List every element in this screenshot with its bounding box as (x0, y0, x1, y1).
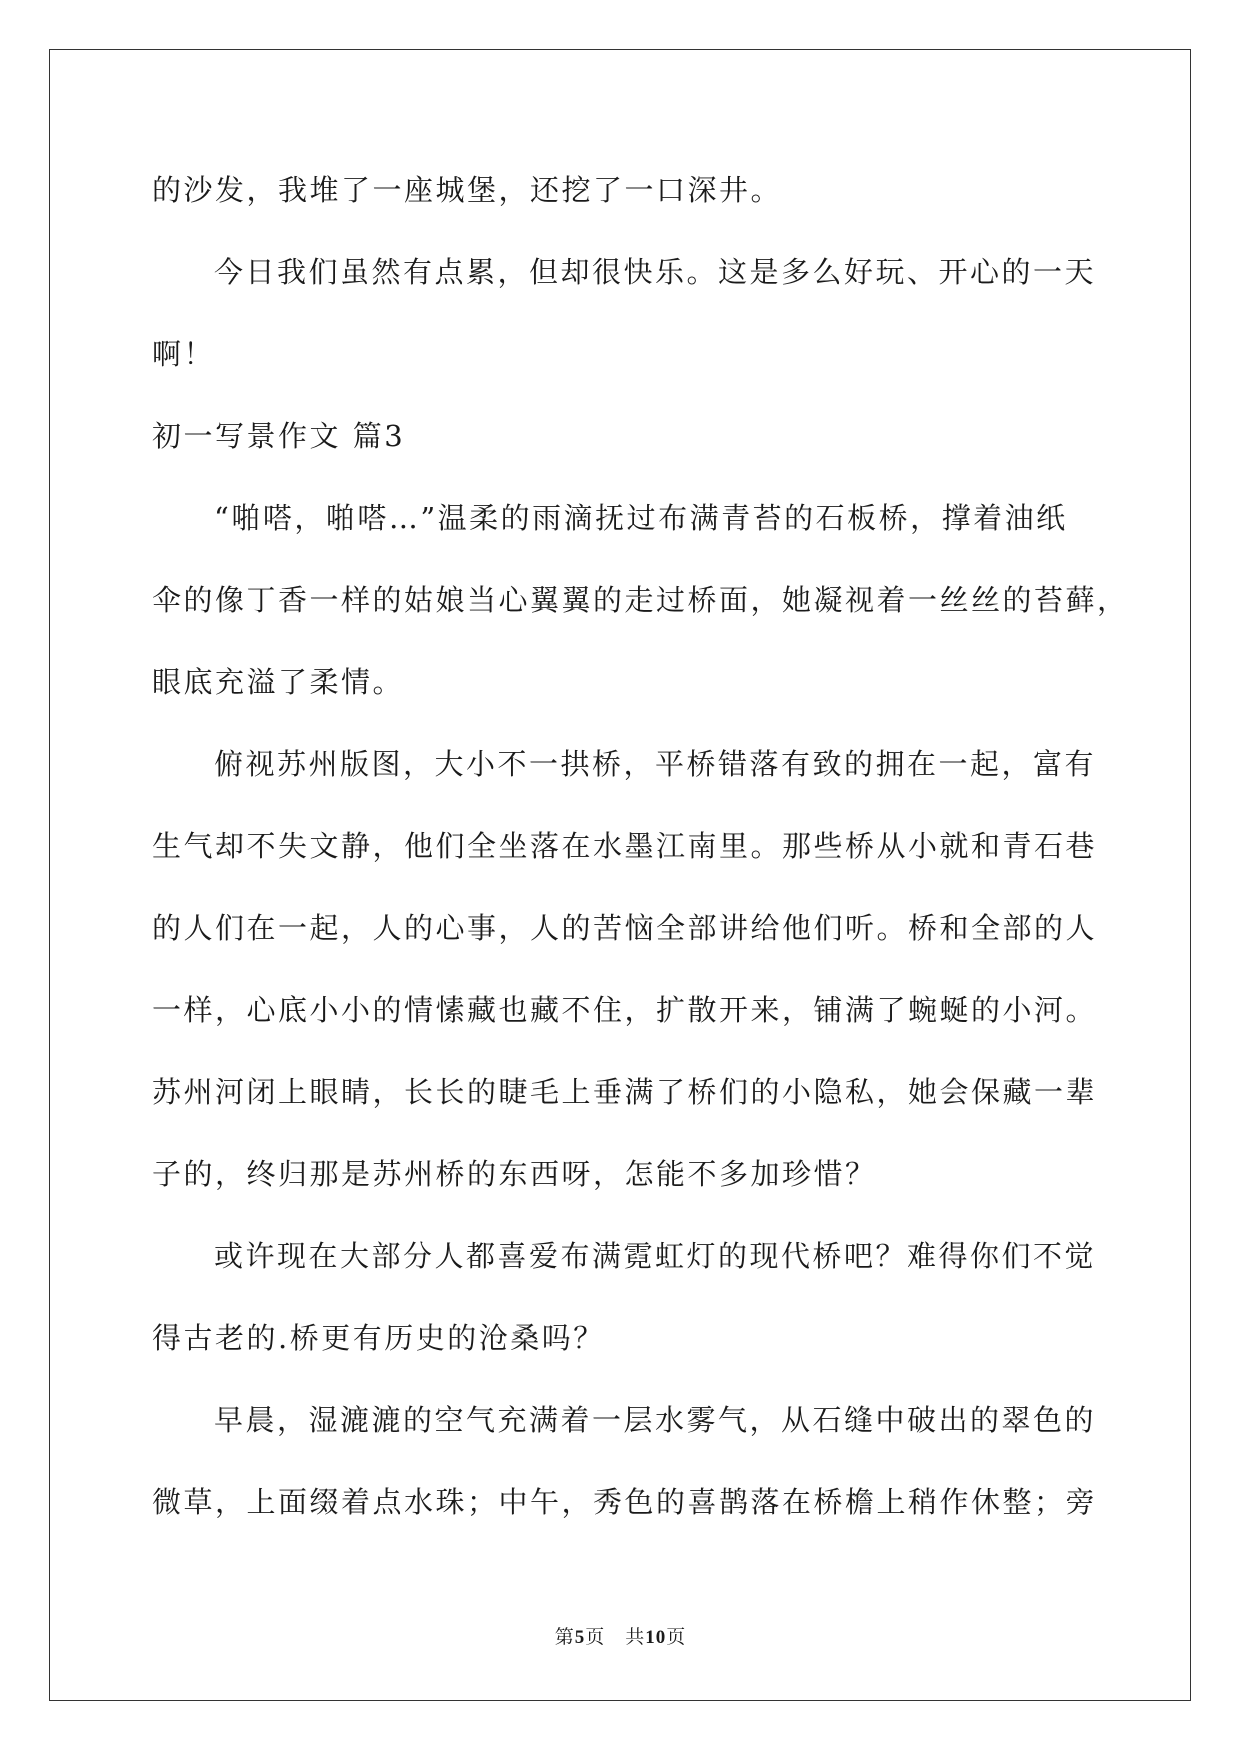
body-line: 眼底充溢了柔情。 (152, 665, 405, 699)
section-heading: 初一写景作文 篇3 (152, 419, 406, 453)
body-line: 得古老的.桥更有历史的沧桑吗？ (152, 1321, 605, 1355)
body-line: 子的，终归那是苏州桥的东西呀，怎能不多加珍惜？ (152, 1157, 877, 1191)
body-line: 微草，上面缀着点水珠；中午，秀色的喜鹊落在桥檐上稍作休整；旁 (152, 1485, 1098, 1519)
body-line: “啪嗒，啪嗒…”温柔的雨滴抚过布满青苔的石板桥，撑着油纸 (214, 501, 1068, 535)
body-line: 的沙发，我堆了一座城堡，还挖了一口深井。 (152, 173, 783, 207)
page-total-number: 10 (645, 1627, 667, 1648)
page-prefix: 第 (554, 1626, 575, 1648)
body-line: 生气却不失文静，他们全坐落在水墨江南里。那些桥从小就和青石巷 (152, 829, 1098, 863)
body-line: 一样，心底小小的情愫藏也藏不住，扩散开来，铺满了蜿蜒的小河。 (152, 993, 1098, 1027)
body-line: 早晨，湿漉漉的空气充满着一层水雾气，从石缝中破出的翠色的 (214, 1403, 1097, 1437)
body-line: 或许现在大部分人都喜爱布满霓虹灯的现代桥吧？难得你们不觉 (214, 1239, 1097, 1273)
body-line: 啊！ (152, 337, 216, 371)
page-suffix: 页 (666, 1626, 687, 1648)
page-current-number: 5 (574, 1627, 586, 1648)
body-line: 伞的像丁香一样的姑娘当心翼翼的走过桥面，她凝视着一丝丝的苔藓， (152, 583, 1129, 617)
page-mid: 页 共 (585, 1626, 646, 1648)
page-footer (0, 1625, 1241, 1650)
page-border (49, 49, 1191, 1701)
body-line: 俯视苏州版图，大小不一拱桥，平桥错落有致的拥在一起，富有 (214, 747, 1097, 781)
body-line: 苏州河闭上眼睛，长长的睫毛上垂满了桥们的小隐私，她会保藏一辈 (152, 1075, 1098, 1109)
body-line: 的人们在一起，人的心事，人的苦恼全部讲给他们听。桥和全部的人 (152, 911, 1098, 945)
body-line: 今日我们虽然有点累，但却很快乐。这是多么好玩、开心的一天 (214, 255, 1097, 289)
